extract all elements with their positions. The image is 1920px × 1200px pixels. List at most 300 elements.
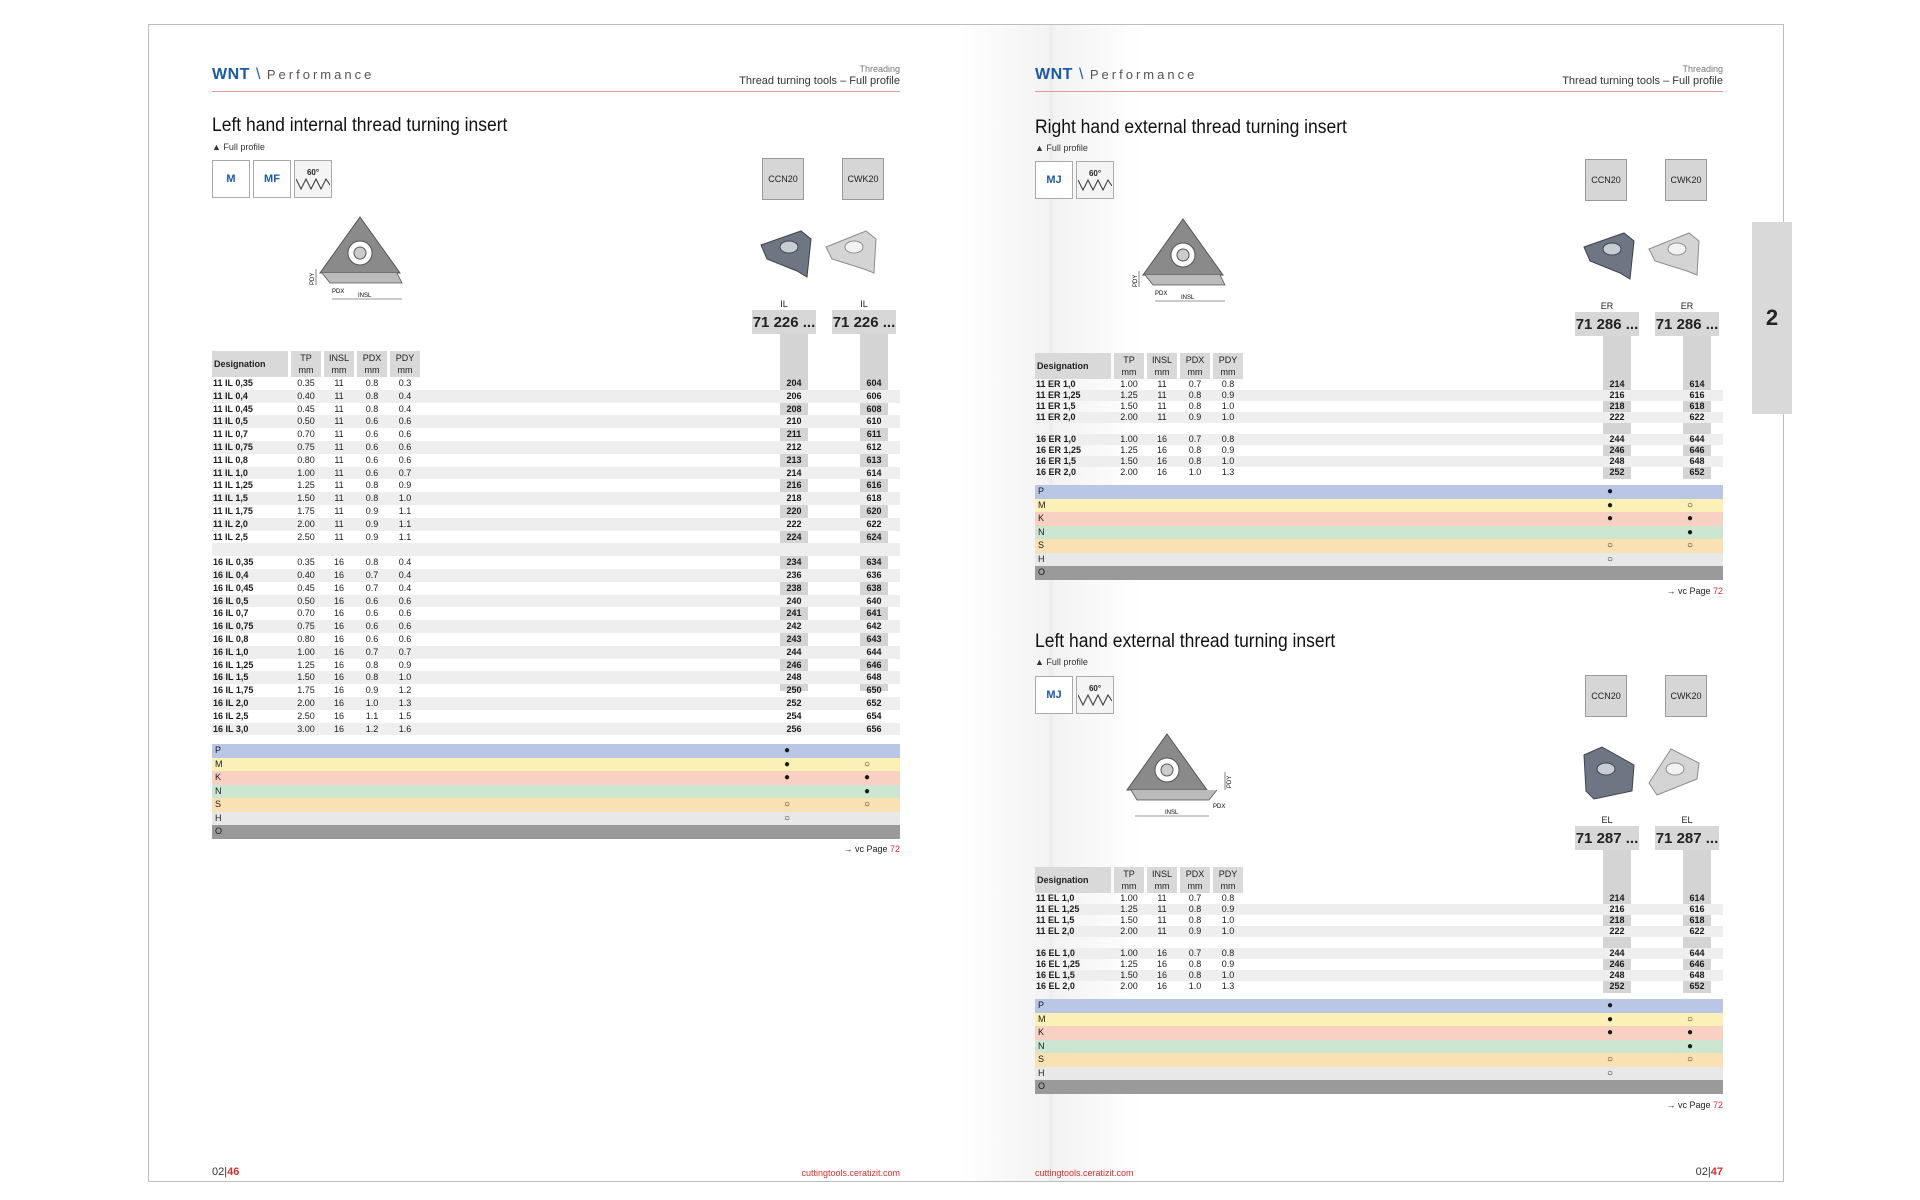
vc-page-link[interactable]: 72 (1712, 1100, 1723, 1110)
suitability-cwk20: ○ (863, 799, 871, 810)
pdx-cell: 0.6 (365, 454, 379, 465)
suitability-cwk20: ○ (1686, 499, 1694, 511)
article-table-er (1035, 353, 1723, 478)
order-code-cwk20: 643 (866, 633, 882, 644)
suitability-cwk20: ○ (863, 758, 871, 770)
material-group-label: O (215, 826, 223, 836)
designation-cell: 16 ER 2,0 (1036, 467, 1077, 477)
tp-cell: 1.25 (1120, 904, 1138, 914)
pdx-cell: 0.8 (1188, 445, 1202, 455)
table-header (1035, 867, 1723, 893)
table-row (212, 684, 900, 697)
designation-cell: 16 IL 1,75 (213, 685, 254, 696)
pdx-cell: 0.8 (365, 659, 379, 670)
col-insl (1147, 353, 1177, 379)
order-code-ccn20: 248 (1609, 970, 1625, 980)
insl-cell: 11 (1157, 893, 1167, 903)
code-type-ccn20: IL (780, 299, 788, 309)
table-row (212, 556, 900, 569)
table-row (1035, 434, 1723, 445)
insert-image-ccn20 (757, 225, 815, 283)
col-designation: Designation (1035, 867, 1111, 893)
col-pdx-label: PDX (1185, 869, 1205, 879)
table-row (212, 710, 900, 723)
footer-url[interactable]: cuttingtools.ceratizit.com (801, 1168, 900, 1178)
insl-cell: 16 (1156, 467, 1167, 477)
insert-dimension-diagram-el (1125, 730, 1245, 822)
application-chips-er (1035, 161, 1114, 199)
page-number (1696, 1166, 1723, 1178)
material-row-h (1035, 1067, 1723, 1081)
pdx-label: PDX (1155, 291, 1168, 297)
table-row (1035, 981, 1723, 992)
material-row-o (1035, 566, 1723, 580)
tp-cell: 3.00 (297, 723, 315, 734)
designation-cell: 11 IL 1,0 (213, 467, 248, 478)
insl-cell: 16 (1156, 948, 1167, 958)
pdy-cell: 0.6 (398, 441, 412, 452)
code-type-cwk20: IL (860, 299, 868, 309)
cutting-speed-reference (1666, 586, 1723, 596)
material-row-s (212, 798, 900, 812)
order-code-cwk20: 618 (1689, 401, 1705, 411)
material-group-label: P (1038, 1000, 1045, 1010)
table-spacer-row (1035, 937, 1723, 948)
order-code-cwk20: 648 (1689, 970, 1705, 980)
insl-cell: 11 (334, 480, 344, 491)
order-code-ccn20: 254 (786, 710, 802, 721)
material-group-label: P (215, 745, 222, 755)
col-pdx-unit: mm (364, 365, 380, 375)
order-code-cwk20: 644 (866, 646, 882, 657)
order-code-ccn20: 242 (786, 621, 802, 632)
insl-cell: 11 (334, 378, 344, 388)
suitability-ccn20: ● (1606, 499, 1614, 511)
tp-cell: 1.00 (1120, 893, 1138, 903)
order-code-ccn20: 224 (786, 531, 802, 542)
col-insl-label: INSL (328, 353, 349, 363)
insl-cell: 16 (333, 582, 344, 593)
insert-image-cwk20 (822, 225, 880, 283)
suitability-ccn20: ○ (1606, 553, 1614, 565)
pdy-cell: 0.9 (1221, 445, 1235, 455)
material-group-label: H (1038, 1067, 1045, 1078)
order-code-cwk20: 614 (1689, 379, 1705, 389)
pdy-label: PDY (1227, 775, 1233, 788)
order-code-ccn20: 216 (786, 480, 802, 491)
material-group-label: S (1038, 540, 1045, 550)
col-tp-label: TP (1123, 869, 1135, 879)
pdy-cell: 1.1 (398, 505, 412, 516)
order-code-cwk20: 616 (1689, 390, 1705, 400)
order-code-cwk20: 634 (866, 557, 882, 568)
suitability-ccn20: ● (1606, 1013, 1614, 1025)
material-row-n (1035, 526, 1723, 540)
pdy-cell: 0.9 (398, 659, 412, 670)
right-page (1035, 25, 1723, 1181)
order-code-cwk20: 620 (866, 505, 882, 516)
pdx-cell: 0.9 (365, 518, 379, 529)
insert-image-ccn20 (1580, 743, 1638, 805)
order-code-cwk20: 613 (866, 454, 882, 465)
pdx-cell: 1.0 (1188, 467, 1202, 477)
designation-cell: 11 IL 0,7 (213, 429, 248, 440)
insl-cell: 11 (334, 467, 344, 478)
order-code-ccn20: 211 (786, 429, 802, 440)
tp-cell: 0.80 (297, 633, 315, 644)
tp-cell: 0.35 (297, 557, 315, 568)
designation-cell: 16 ER 1,25 (1036, 445, 1082, 455)
material-group-label: H (1038, 553, 1045, 564)
order-code-cwk20: 638 (866, 582, 882, 593)
material-group-label: K (1038, 513, 1045, 523)
insert-image-cwk20 (1645, 227, 1703, 285)
page-number-prefix: 02| (212, 1166, 228, 1178)
suitability-ccn20: ○ (783, 799, 791, 810)
pdx-cell: 0.9 (365, 531, 379, 542)
designation-cell: 11 ER 2,0 (1036, 412, 1076, 422)
material-group-label: K (1038, 1027, 1045, 1037)
table-row (1035, 904, 1723, 915)
material-group-label: H (215, 812, 222, 823)
designation-cell: 16 IL 2,0 (213, 697, 249, 708)
table-row (212, 723, 900, 736)
designation-cell: 11 IL 1,75 (213, 505, 253, 516)
table-row (1035, 390, 1723, 401)
col-insl-unit: mm (1154, 367, 1170, 377)
col-insl (324, 351, 354, 377)
tp-cell: 1.00 (297, 646, 315, 657)
material-group-label: P (1038, 486, 1045, 496)
insl-cell: 16 (1156, 959, 1167, 969)
table-row (212, 467, 900, 480)
col-pdy (390, 351, 420, 377)
table-row (1035, 379, 1723, 390)
col-tp-unit: mm (1121, 881, 1137, 891)
order-code-cwk20: 652 (1689, 981, 1705, 991)
table-row (212, 492, 900, 505)
tp-cell: 1.25 (297, 480, 315, 491)
tp-cell: 1.00 (1120, 434, 1138, 444)
table-row (212, 582, 900, 595)
section-title: Left hand internal thread turning insert (212, 115, 508, 136)
pdy-cell: 1.0 (398, 672, 412, 683)
col-pdy-unit: mm (1220, 367, 1236, 377)
material-group-label: S (215, 799, 222, 809)
order-code-cwk20: 610 (866, 416, 882, 427)
left-page (212, 25, 900, 1181)
pdy-cell: 0.6 (398, 454, 412, 465)
order-code-ccn20: 212 (786, 441, 802, 452)
tp-cell: 0.40 (297, 569, 315, 580)
order-code-ccn20: 222 (1609, 412, 1625, 422)
pdy-label: PDY (1133, 274, 1139, 287)
brand-separator: \ (1078, 66, 1084, 83)
pdx-cell: 0.8 (365, 672, 379, 683)
designation-cell: 16 EL 1,0 (1036, 948, 1075, 958)
tp-cell: 1.75 (297, 505, 315, 516)
pdy-cell: 1.0 (1221, 970, 1235, 980)
material-row-n (212, 785, 900, 799)
grade-cwk20: CWK20 (1665, 159, 1707, 201)
order-code-cwk20: 622 (1689, 412, 1705, 422)
pdy-cell: 0.7 (398, 646, 412, 657)
designation-cell: 11 IL 0,35 (213, 378, 253, 388)
designation-cell: 11 IL 1,25 (213, 480, 253, 491)
material-group-label: K (215, 772, 222, 782)
pdx-cell: 0.9 (1188, 926, 1202, 936)
insl-cell: 16 (333, 685, 344, 696)
order-prefix-cwk20: 71 226 ... (832, 310, 896, 334)
designation-cell: 11 IL 0,5 (213, 416, 248, 427)
brand-logo (1035, 66, 1197, 84)
designation-cell: 16 EL 2,0 (1036, 981, 1075, 991)
suitability-ccn20: ● (783, 745, 791, 756)
chapter-tab[interactable]: 2 (1752, 222, 1792, 414)
col-insl (1147, 867, 1177, 893)
order-code-ccn20: 220 (786, 505, 802, 516)
suitability-ccn20: ● (783, 772, 791, 783)
material-group-label: N (215, 785, 222, 796)
tp-cell: 2.00 (1120, 467, 1138, 477)
pdy-cell: 0.3 (398, 378, 412, 388)
pdy-cell: 0.8 (1221, 893, 1235, 903)
material-group-label: M (1038, 1013, 1046, 1024)
order-code-cwk20: 656 (866, 723, 882, 734)
pdx-cell: 0.7 (365, 582, 379, 593)
catalog-spread (148, 24, 1784, 1182)
suitability-ccn20: ● (1606, 486, 1614, 497)
order-code-ccn20: 218 (1609, 915, 1625, 925)
pdx-cell: 0.6 (365, 416, 379, 427)
thread-profile-icon (1076, 161, 1114, 199)
insl-cell: 16 (333, 621, 344, 632)
order-code-cwk20: 622 (866, 518, 882, 529)
pdy-cell: 1.0 (1221, 915, 1235, 925)
material-suitability-table-er (1035, 485, 1723, 580)
col-insl-label: INSL (1151, 869, 1172, 879)
pdy-cell: 0.6 (398, 621, 412, 632)
designation-cell: 16 EL 1,5 (1036, 970, 1075, 980)
tp-cell: 2.00 (1120, 926, 1138, 936)
col-tp (1114, 353, 1144, 379)
order-code-ccn20: 246 (1609, 959, 1625, 969)
pdy-cell: 1.1 (398, 518, 412, 529)
table-row (212, 646, 900, 659)
insl-cell: 16 (333, 633, 344, 644)
insl-cell: 11 (1157, 390, 1167, 400)
order-code-cwk20: 642 (866, 621, 882, 632)
order-code-cwk20: 622 (1689, 926, 1705, 936)
order-code-cwk20: 652 (866, 697, 882, 708)
pdx-cell: 0.9 (1188, 412, 1202, 422)
order-code-ccn20: 214 (1609, 379, 1625, 389)
col-tp (1114, 867, 1144, 893)
section-subtitle-er: ▲ Full profile (1035, 143, 1088, 153)
chip-mf: MF (253, 160, 291, 198)
pdx-cell: 0.7 (1188, 379, 1202, 389)
material-row-h (212, 812, 900, 826)
insl-cell: 16 (333, 697, 344, 708)
pdx-cell: 0.8 (1188, 456, 1202, 466)
insl-cell: 11 (334, 390, 344, 401)
table-row (212, 595, 900, 608)
pdy-cell: 1.0 (1221, 412, 1235, 422)
col-pdx-label: PDX (362, 353, 382, 363)
tp-cell: 2.00 (1120, 412, 1138, 422)
suitability-cwk20: ○ (1686, 1054, 1694, 1065)
tp-cell: 0.70 (297, 429, 315, 440)
order-code-cwk20: 618 (866, 493, 882, 504)
material-row-p (1035, 485, 1723, 499)
order-prefix-ccn20: 71 287 ... (1575, 826, 1639, 850)
order-code-ccn20: 252 (1609, 467, 1625, 477)
pdy-cell: 1.5 (398, 710, 412, 721)
col-pdy-unit: mm (1220, 881, 1236, 891)
col-tp-label: TP (300, 353, 312, 363)
pdx-cell: 0.8 (365, 557, 379, 568)
designation-cell: 16 ER 1,5 (1036, 456, 1077, 466)
pdy-cell: 0.6 (398, 595, 412, 606)
designation-cell: 16 IL 0,5 (213, 595, 249, 606)
page-number-value: 46 (227, 1166, 240, 1178)
vc-page-link[interactable]: 72 (1712, 586, 1723, 596)
table-body (1035, 379, 1723, 478)
material-row-m (212, 758, 900, 772)
order-code-ccn20: 214 (786, 467, 802, 478)
vc-page-link[interactable]: 72 (889, 844, 900, 854)
order-code-cwk20: 640 (866, 595, 882, 606)
insl-cell: 11 (334, 416, 344, 427)
pdx-cell: 0.9 (365, 505, 379, 516)
pdx-cell: 0.6 (365, 633, 379, 644)
material-row-k (1035, 1026, 1723, 1040)
table-row (212, 441, 900, 454)
col-designation: Designation (212, 351, 288, 377)
order-code-cwk20: 650 (866, 685, 882, 696)
grade-ccn20: CCN20 (1585, 675, 1627, 717)
pdy-cell: 1.3 (1221, 467, 1235, 477)
pdy-cell: 0.6 (398, 429, 412, 440)
pdy-cell: 0.6 (398, 633, 412, 644)
pdy-cell: 0.9 (1221, 904, 1235, 914)
order-code-cwk20: 614 (1689, 893, 1705, 903)
tp-cell: 1.00 (1120, 379, 1138, 389)
tp-cell: 1.25 (1120, 959, 1138, 969)
order-code-ccn20: 244 (1609, 948, 1625, 958)
pdy-cell: 1.0 (1221, 401, 1235, 411)
order-code-ccn20: 234 (786, 557, 802, 568)
material-suitability-table-el (1035, 999, 1723, 1094)
table-row (1035, 456, 1723, 467)
suitability-cwk20: ● (1686, 1027, 1694, 1038)
pdx-cell: 1.0 (365, 697, 379, 708)
designation-cell: 16 IL 1,0 (213, 646, 249, 657)
vc-label: → vc Page (843, 844, 888, 854)
designation-cell: 11 ER 1,25 (1036, 390, 1081, 400)
insl-label: INSL (1181, 295, 1195, 301)
tp-cell: 0.45 (297, 403, 315, 414)
order-code-ccn20: 238 (786, 582, 802, 593)
designation-cell: 16 EL 1,25 (1036, 959, 1080, 969)
tp-cell: 2.50 (297, 710, 315, 721)
order-code-cwk20: 618 (1689, 915, 1705, 925)
order-code-ccn20: 248 (1609, 456, 1625, 466)
col-pdx (357, 351, 387, 377)
code-type-cwk20: EL (1681, 815, 1693, 825)
section-subtitle-el: ▲ Full profile (1035, 657, 1088, 667)
col-pdy (1213, 353, 1243, 379)
col-pdy-label: PDY (1218, 355, 1238, 365)
order-code-cwk20: 624 (866, 531, 882, 542)
pdy-cell: 0.8 (1221, 948, 1235, 958)
pdx-cell: 0.7 (1188, 948, 1202, 958)
page-header (1035, 42, 1723, 92)
chip-m: M (212, 160, 250, 198)
col-pdx-label: PDX (1185, 355, 1205, 365)
grade-cwk20: CWK20 (1665, 675, 1707, 717)
insl-label: INSL (1165, 810, 1179, 816)
section-subtitle: ▲ Full profile (212, 142, 265, 152)
order-code-cwk20: 614 (866, 467, 882, 478)
table-row (212, 377, 900, 390)
order-code-ccn20: 252 (1609, 981, 1625, 991)
designation-cell: 11 IL 0,45 (213, 403, 253, 414)
brand-logo (212, 66, 374, 84)
pdy-cell: 0.6 (398, 608, 412, 619)
page-number-value: 47 (1710, 1166, 1723, 1178)
order-code-ccn20: 218 (1609, 401, 1625, 411)
insl-cell: 11 (334, 454, 344, 465)
pdy-label: PDY (310, 272, 316, 285)
order-code-ccn20: 206 (786, 390, 802, 401)
order-code-ccn20: 236 (786, 569, 802, 580)
chip-mj: MJ (1035, 676, 1073, 714)
designation-cell: 11 ER 1,0 (1036, 379, 1076, 389)
table-row (1035, 959, 1723, 970)
col-pdx-unit: mm (1187, 367, 1203, 377)
pdx-cell: 0.8 (1188, 915, 1202, 925)
section-label: Threading (1682, 64, 1723, 74)
designation-cell: 11 EL 1,25 (1036, 904, 1080, 914)
order-code-cwk20: 606 (866, 390, 882, 401)
tp-cell: 1.50 (1120, 456, 1138, 466)
material-group-label: M (215, 758, 223, 769)
table-row (1035, 926, 1723, 937)
order-prefix-ccn20: 71 226 ... (752, 310, 816, 334)
footer-url[interactable]: cuttingtools.ceratizit.com (1035, 1168, 1134, 1178)
suitability-ccn20: ○ (1606, 1054, 1614, 1065)
subsection-label: Thread turning tools – Full profile (1562, 75, 1723, 87)
order-code-ccn20: 248 (786, 672, 802, 683)
insl-cell: 11 (1157, 926, 1167, 936)
article-table (212, 351, 900, 735)
insert-dimension-diagram-er (1125, 215, 1245, 307)
insl-cell: 16 (333, 608, 344, 619)
material-row-s (1035, 539, 1723, 553)
table-row (212, 390, 900, 403)
pdy-cell: 0.8 (1221, 379, 1235, 389)
table-row (212, 633, 900, 646)
col-insl-label: INSL (1151, 355, 1172, 365)
order-code-ccn20: 252 (786, 697, 802, 708)
tp-cell: 1.25 (1120, 390, 1138, 400)
designation-cell: 16 IL 0,35 (213, 557, 254, 568)
suitability-cwk20: ○ (1686, 540, 1694, 551)
insl-cell: 16 (1156, 970, 1167, 980)
table-row (212, 607, 900, 620)
pdx-cell: 1.2 (365, 723, 379, 734)
